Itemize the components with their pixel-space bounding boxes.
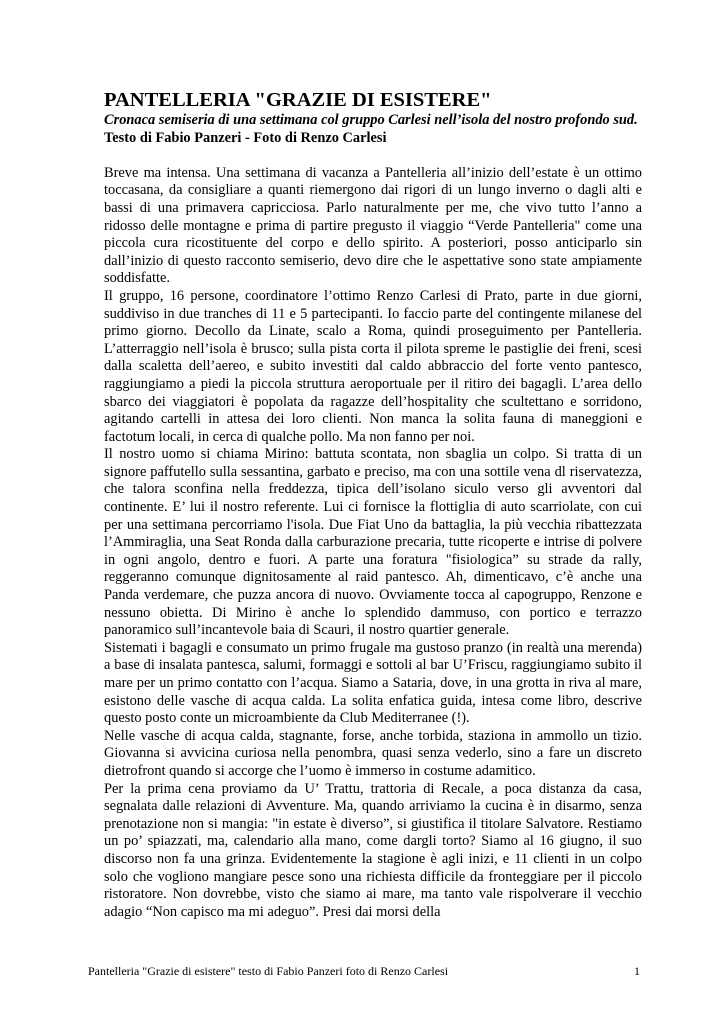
page-number: 1 <box>634 964 640 978</box>
page-footer <box>88 964 640 978</box>
paragraph: Sistemati i bagagli e consumato un primo frugale ma gustoso pranzo (in realtà una merenda) a base di insalata pantesca, salumi, formaggi e sottoli al bar U’Friscu, raggiungiamo subito il mare per un primo contatto con l’acqua. Siamo a Sataria, dove, in una grotta in riva al mare, esistono delle vasche di acqua calda. La solita enfatica guida, intesa come libro, descrive questo posto conte un microambiente da Club Mediterranee (!). <box>104 639 642 727</box>
paragraph: Breve ma intensa. Una settimana di vacanza a Pantelleria all’inizio dell’estate è un ottimo toccasana, da consigliare a quanti riemergono dai rigori di un lungo inverno o dagli alti e bassi di una primavera capricciosa. Parlo naturalmente per me, che vivo tutto l’anno a ridosso delle montagne e prima di partire pregusto il viaggio “Verde Pantelleria" come una piccola cura ricostituente del corpo e dello spirito. A posteriori, posso anticiparlo sin dall’inizio di questo racconto semiserio, devo dire che le aspettative sono state ampiamente soddisfatte. <box>104 164 642 287</box>
paragraph: Per la prima cena proviamo da U’ Trattu, trattoria di Recale, a poca distanza da casa, segnalata dalle relazioni di Avventure. Ma, quando arriviamo la cucina è in disarmo, senza prenotazione non si mangia: "in estate è diverso”, si giustifica il titolare Salvatore. Restiamo un po’ spiazzati, ma, calendario alla mano, come dargli torto? Siamo al 16 giugno, il suo discorso non fa una grinza. Evidentemente la stagione è agli inizi, e 11 clienti in un colpo solo che vogliono mangiare pesce sono una richiesta difficile da fronteggiare per il piccolo ristoratore. Non dovrebbe, visto che siamo ai mare, ma tanto vale rispolverare il vecchio adagio “Non capisco ma mi adeguo”. Presi dai morsi della <box>104 780 642 920</box>
article-title: PANTELLERIA "GRAZIE DI ESISTERE" <box>104 89 492 111</box>
paragraph: Nelle vasche di acqua calda, stagnante, forse, anche torbida, staziona in ammollo un tizio. Giovanna si avvicina curiosa nella penombra, quasi senza vederlo, sino a fare un discreto dietrofront quando si accorge che l’uomo è immerso in costume adamitico. <box>104 727 642 779</box>
article-body <box>104 165 642 922</box>
document-page <box>104 88 642 921</box>
paragraph: Il nostro uomo si chiama Mirino: battuta scontata, non sbaglia un colpo. Si tratta di un signore paffutello sulla sessantina, garbato e preciso, ma con una sottile vena dl riservatezza, che talora sconfina nella freddezza, tipica dell’isolano siculo verso gli avventori dal continente. E’ lui il nostro referente. Lui ci fornisce la flottiglia di auto scarriolate, con cui per una settimana percorriamo l'isola. Due Fiat Uno da battaglia, la più vecchia ribattezzata l’Ammiraglia, una Seat Ronda dalla carburazione precaria, tutte ricoperte e intrise di polvere in ogni angolo, dentro e fuori. A parte una foratura "fisiologica” su strade da rally, reggeranno comunque dignitosamente al raid pantesco. Ah, dimenticavo, c’è anche una Panda verdemare, che puzza ancora di nuovo. Ovviamente tocca al capogruppo, Renzone e nessuno obietta. Di Mirino è anche lo splendido dammuso, con portico e terrazzo panoramico sull’incantevole baia di Scauri, il nostro quartier generale. <box>104 446 642 639</box>
article-subtitle: Cronaca semiseria di una settimana col gruppo Carlesi nell’isola del nostro profondo sud. <box>104 112 638 128</box>
paragraph: Il gruppo, 16 persone, coordinatore l’ottimo Renzo Carlesi di Prato, parte in due giorni, suddiviso in due tranches di 11 e 5 partecipanti. Io faccio parte del contingente milanese del primo giorno. Decollo da Linate, scalo a Roma, quindi proseguimento per Pantelleria. L’atterraggio nell’isola è brusco; sulla pista corta il pilota spreme le pastiglie dei freni, scesi dalla scaletta dell’aereo, e subito investiti dal caldo abbraccio del forte vento pantesco, raggiungiamo a piedi la piccola struttura aeroportuale per il ritiro dei bagagli. L’area dello sbarco dei viaggiatori è popolata da ragazze dell’hospitality che scultettano e sorridono, agitando cartelli in attesa dei loro clienti. Non manca la solita fauna di maneggioni e factotum locali, in cerca di qualche pollo. Ma non fanno per noi. <box>104 287 642 445</box>
article-byline: Testo di Fabio Panzeri - Foto di Renzo Carlesi <box>104 129 387 146</box>
footer-text: Pantelleria "Grazie di esistere" testo di Fabio Panzeri foto di Renzo Carlesi <box>88 964 449 978</box>
